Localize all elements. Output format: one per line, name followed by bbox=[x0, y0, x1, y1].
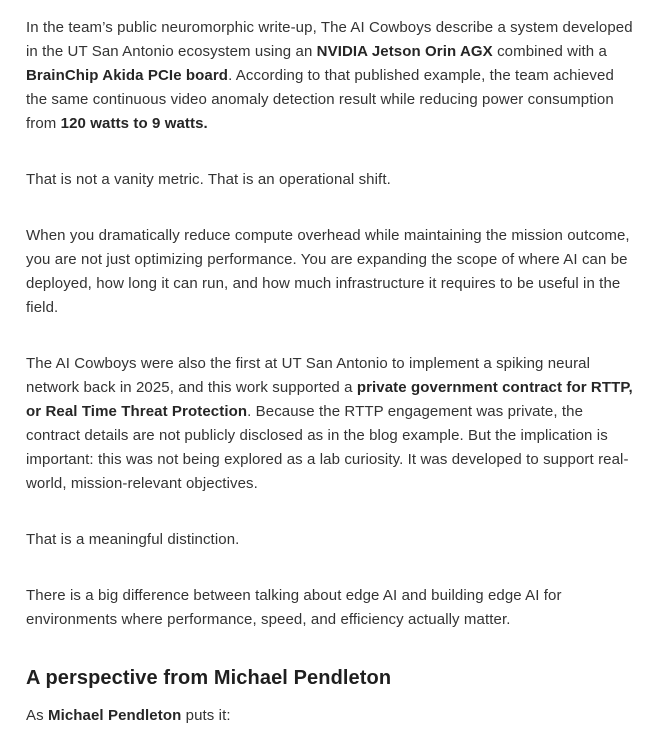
bold-text-run: BrainChip Akida PCIe board bbox=[26, 67, 229, 84]
bold-text-run: Michael Pendleton bbox=[47, 707, 182, 724]
text-run: . According to that published example, the team achieved the same continuous video anomaly detection result while reducing power consumption from bbox=[26, 67, 614, 132]
paragraph bbox=[26, 16, 635, 136]
text-run: combined with a bbox=[492, 43, 607, 60]
text-run: When you dramatically reduce compute overhead while maintaining the mission outcome, you are not just optimizing performance. You are expanding the scope of where AI can be deployed, how long it can run, and how much infrastructure it requires to be useful in the field. bbox=[26, 227, 630, 316]
paragraph bbox=[26, 584, 635, 632]
paragraph bbox=[26, 528, 635, 552]
text-run: In the team’s public neuromorphic write-up, The AI Cowboys describe a system developed in the UT San Antonio ecosystem using an bbox=[26, 19, 633, 60]
text-run: puts it: bbox=[181, 707, 231, 724]
section-heading bbox=[26, 664, 635, 692]
text-run: That is a meaningful distinction. bbox=[26, 531, 240, 548]
text-run: The AI Cowboys were also the first at UT San Antonio to implement a spiking neural network back in 2025, and this work supported a bbox=[26, 355, 591, 396]
text-run: . Because the RTTP engagement was private, the contract details are not publicly disclosed as in the blog example. But the implication is important: this was not being explored as a lab curiosity. It was developed to support real-world, mission-relevant objectives. bbox=[26, 403, 629, 492]
paragraph bbox=[26, 352, 635, 496]
text-run: There is a big difference between talking about edge AI and building edge AI for environments where performance, speed, and efficiency actually matter. bbox=[26, 587, 562, 628]
text-run: A perspective from Michael Pendleton bbox=[26, 667, 392, 689]
paragraph bbox=[26, 704, 635, 728]
bold-text-run: private government contract for RTTP, or Real Time Threat Protection bbox=[26, 379, 633, 420]
paragraph bbox=[26, 224, 635, 320]
bold-text-run: NVIDIA Jetson Orin AGX bbox=[316, 43, 493, 60]
paragraph bbox=[26, 168, 635, 192]
text-run: That is not a vanity metric. That is an operational shift. bbox=[26, 171, 391, 188]
bold-text-run: 120 watts to 9 watts. bbox=[60, 115, 208, 132]
text-run: As bbox=[26, 707, 48, 724]
